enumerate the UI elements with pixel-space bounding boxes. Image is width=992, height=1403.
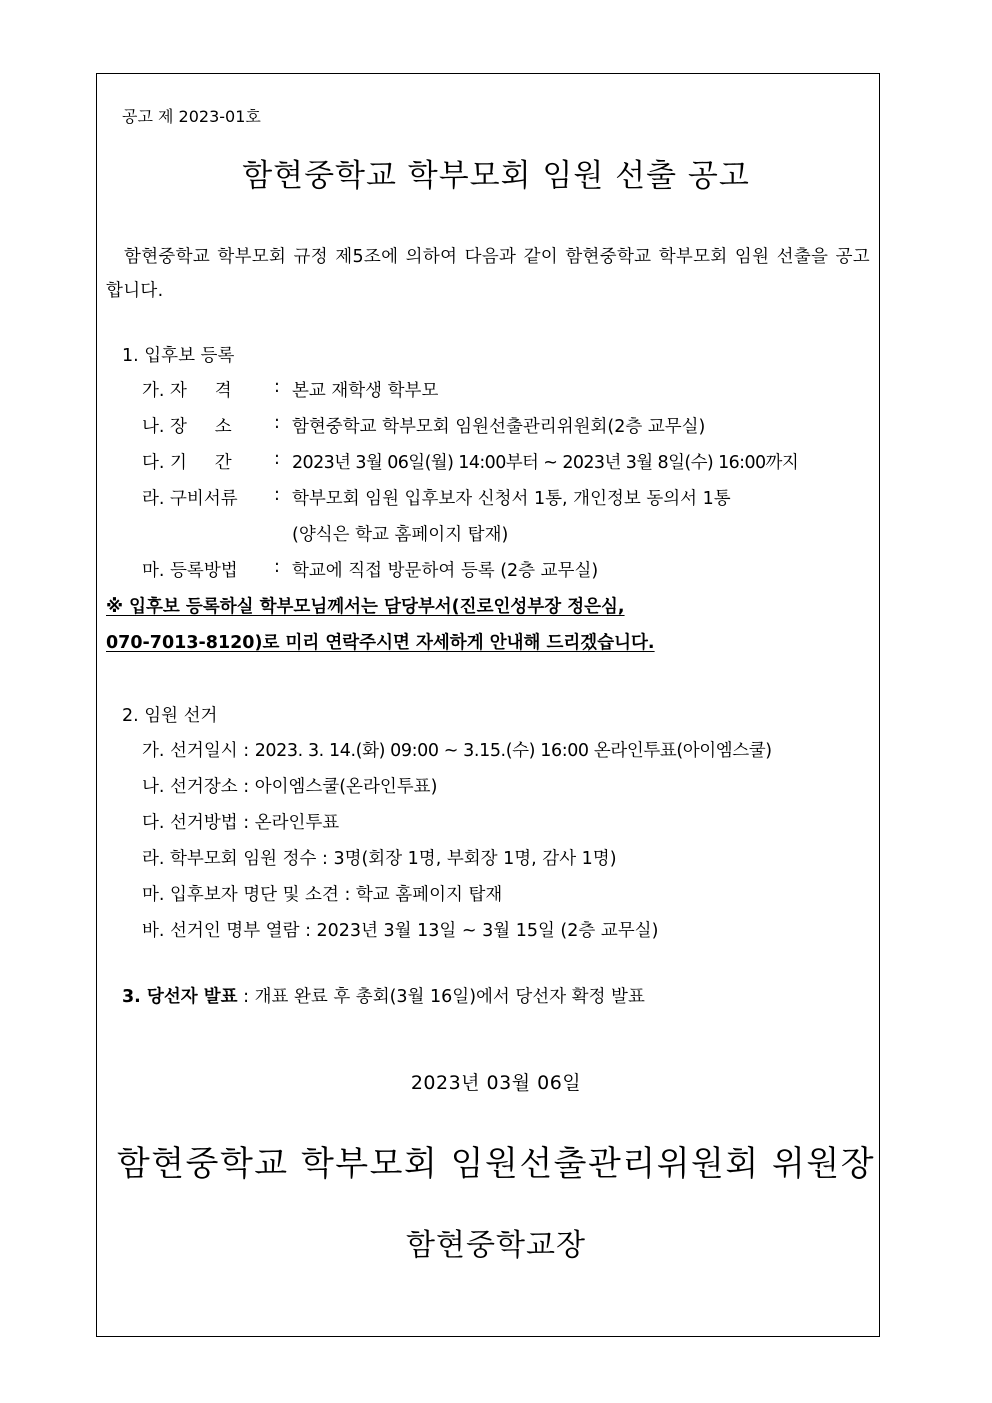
item-value: 3명(회장 1명, 부회장 1명, 감사 1명) [333,849,617,869]
item-value: 본교 재학생 학부모 [292,381,439,401]
item-label: 라. 구비서류 [142,489,238,509]
principal-signature: 함현중학교장 [406,1228,586,1263]
section2-item-quota: 라. 학부모회 임원 정수 : 3명(회장 1명, 부회장 1명, 감사 1명) [142,849,617,869]
item-label: 바. 선거인 명부 열람 [142,921,300,941]
announcement-date: 2023년 03월 06일 [410,1072,582,1094]
item-label: 마. 등록방법 [142,561,238,581]
item-value: 함현중학교 학부모회 임원선출관리위원회(2층 교무실) [292,417,706,437]
item-label: 마. 입후보자 명단 및 소견 [142,885,339,905]
committee-chair-signature: 함현중학교 학부모회 임원선출관리위원회 위원장 [116,1144,876,1184]
section2-item-place: 나. 선거장소 : 아이엠스쿨(온라인투표) [142,777,438,797]
document-title: 함현중학교 학부모회 임원 선출 공고 [242,158,750,194]
item-value: 학교 홈페이지 탑재 [355,885,503,905]
notice-number: 공고 제 2023-01호 [122,107,261,126]
item-label: 가. 자 격 [142,381,232,401]
section2-item-date: 가. 선거일시 : 2023. 3. 14.(화) 09:00 ~ 3.15.(수) 16:00 온라인투표(아이엠스쿨) [142,741,772,761]
item-label [142,521,274,546]
section1-item-place: 나. 장 소 : 함현중학교 학부모회 임원선출관리위원회(2층 교무실) [142,413,706,437]
section1-item-qualification: 가. 자 격 : 본교 재학생 학부모 [142,377,439,401]
intro-paragraph: 함현중학교 학부모회 규정 제5조에 의하여 다음과 같이 함현중학교 학부모회 임원 선출을 공고합니다. [106,247,870,301]
section1-heading: 1. 입후보 등록 [122,346,235,366]
item-label: 라. 학부모회 임원 정수 [142,849,317,869]
section2-item-candidates: 마. 입후보자 명단 및 소견 : 학교 홈페이지 탑재 [142,885,503,905]
item-label: 다. 기 간 [142,453,232,473]
contact-note-line2: 070-7013-8120)로 미리 연락주시면 자세하게 안내해 드리겠습니다. [106,633,655,653]
item-value: 학부모회 임원 입후보자 신청서 1통, 개인정보 동의서 1통 [292,489,731,509]
section2-item-method: 다. 선거방법 : 온라인투표 [142,813,340,833]
item-label: 가. 선거일시 [142,741,238,761]
contact-note-line1: ※ 입후보 등록하실 학부모님께서는 담당부서(진로인성부장 정은심, [106,597,625,617]
item-value: 온라인투표 [254,813,340,833]
item-value: (양식은 학교 홈페이지 탑재) [292,525,509,545]
section3-heading: 3. 당선자 발표 [122,987,238,1007]
item-value: 아이엠스쿨(온라인투표) [254,777,438,797]
item-value: 학교에 직접 방문하여 등록 (2층 교무실) [292,561,599,581]
item-label: 다. 선거방법 [142,813,238,833]
section1-item-method: 마. 등록방법 : 학교에 직접 방문하여 등록 (2층 교무실) [142,557,599,581]
section1-item-documents-note [142,521,508,546]
section3-value: 개표 완료 후 총회(3월 16일)에서 당선자 확정 발표 [254,987,645,1007]
item-label: 나. 장 소 [142,417,232,437]
section1-item-documents: 라. 구비서류 : 학부모회 임원 입후보자 신청서 1통, 개인정보 동의서 1통 [142,485,731,509]
item-label: 나. 선거장소 [142,777,238,797]
section3-announcement: 3. 당선자 발표 : 개표 완료 후 총회(3월 16일)에서 당선자 확정 발표 [122,987,645,1007]
section2-heading: 2. 임원 선거 [122,706,218,726]
item-value: 2023년 3월 13일 ~ 3월 15일 (2층 교무실) [316,921,659,941]
item-value: 2023년 3월 06일(월) 14:00부터 ~ 2023년 3월 8일(수) 16:00까지 [292,453,799,473]
section2-item-voter-list: 바. 선거인 명부 열람 : 2023년 3월 13일 ~ 3월 15일 (2층 교무실) [142,921,659,941]
section1-item-period: 다. 기 간 : 2023년 3월 06일(월) 14:00부터 ~ 2023년 3월 8일(수) 16:00까지 [142,449,799,473]
item-value: 2023. 3. 14.(화) 09:00 ~ 3.15.(수) 16:00 온라인투표(아이엠스쿨) [254,741,772,761]
